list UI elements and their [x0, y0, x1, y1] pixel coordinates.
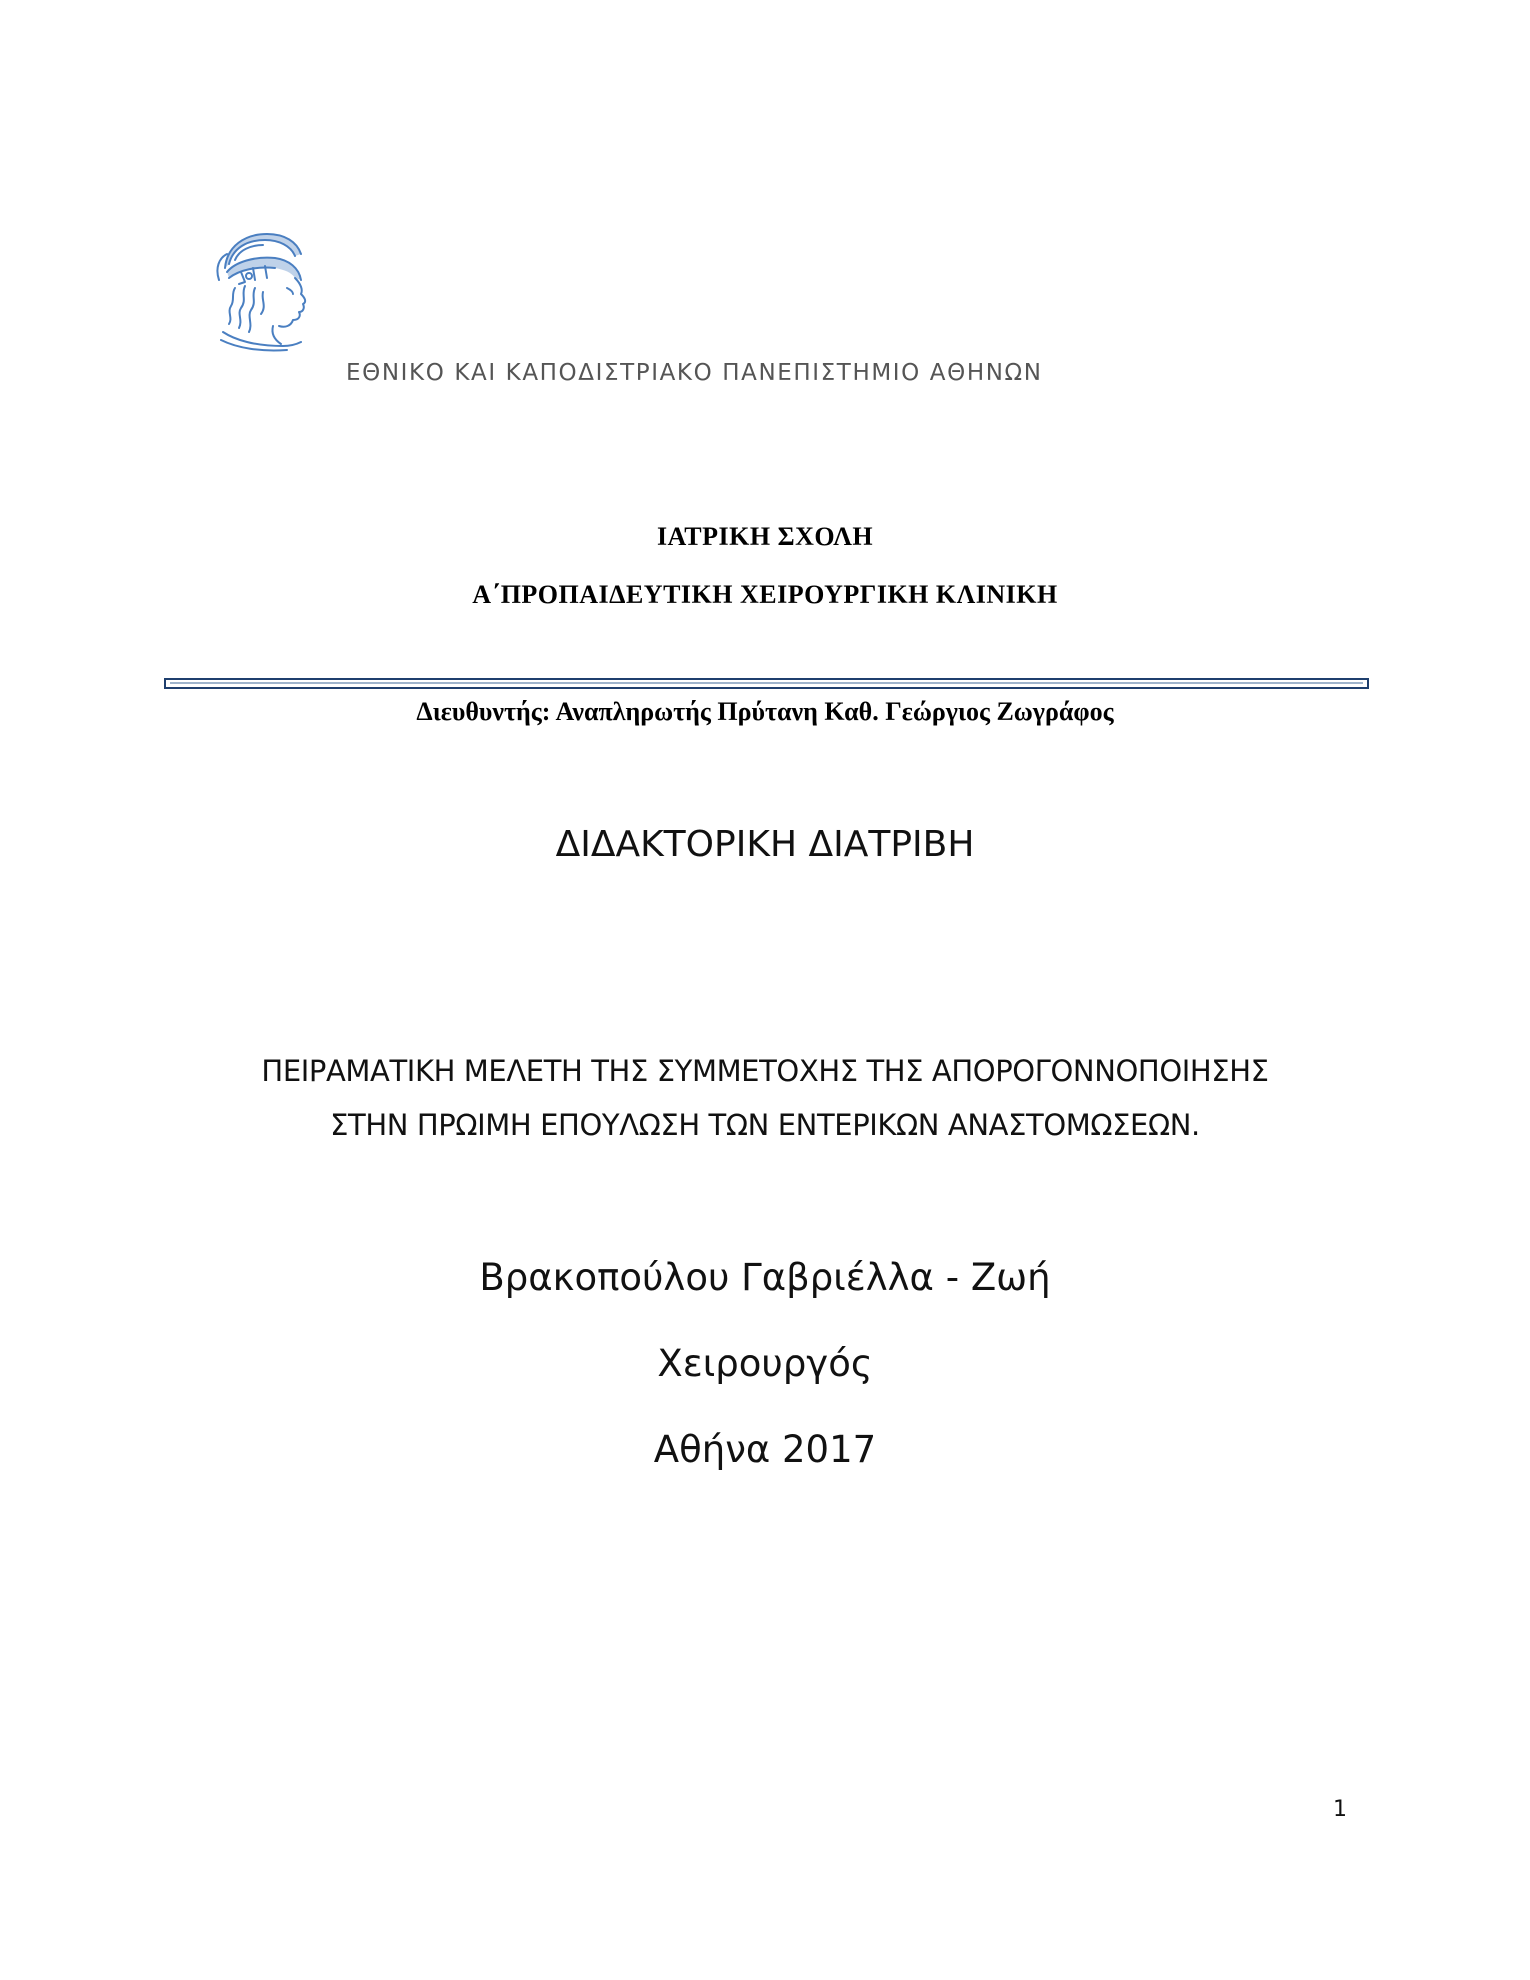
- document-type-heading: ΔΙΔΑΚΤΟΡΙΚΗ ΔΙΑΤΡΙΒΗ: [555, 824, 975, 865]
- school-name: ΙΑΤΡΙΚΗ ΣΧΟΛΗ: [656, 522, 874, 551]
- clinic-name: Α΄ΠΡΟΠΑΙΔΕΥΤΙΚΗ ΧΕΙΡΟΥΡΓΙΚΗ ΚΛΙΝΙΚΗ: [472, 580, 1058, 609]
- university-name: ΕΘΝΙΚΟ ΚΑΙ ΚΑΠΟΔΙΣΤΡΙΑΚΟ ΠΑΝΕΠΙΣΤΗΜΙΟ ΑΘΗΝΩΝ: [346, 360, 1043, 386]
- author-profession: Χειρουργός: [657, 1342, 873, 1385]
- place-and-year: Αθήνα 2017: [653, 1428, 877, 1471]
- athena-head-logo-icon: [205, 228, 315, 354]
- author-name: Βρακοπούλου Γαβριέλλα - Ζωή: [479, 1256, 1051, 1299]
- director-line: Διευθυντής: Αναπληρωτής Πρύτανη Καθ. Γεώργιος Ζωγράφος: [416, 697, 1114, 726]
- header-divider-highlight: [170, 682, 1363, 684]
- thesis-title-line-1: ΠΕΙΡΑΜΑΤΙΚΗ ΜΕΛΕΤΗ ΤΗΣ ΣΥΜΜΕΤΟΧΗΣ ΤΗΣ ΑΠΟΡΟΓΟΝΝΟΠΟΙΗΣΗΣ: [261, 1054, 1269, 1088]
- header-divider: [164, 678, 1369, 689]
- thesis-title-line-2: ΣΤΗΝ ΠΡΩΙΜΗ ΕΠΟΥΛΩΣΗ ΤΩΝ ΕΝΤΕΡΙΚΩΝ ΑΝΑΣΤΟΜΩΣΕΩΝ.: [330, 1108, 1200, 1142]
- page-number: 1: [1333, 1797, 1347, 1822]
